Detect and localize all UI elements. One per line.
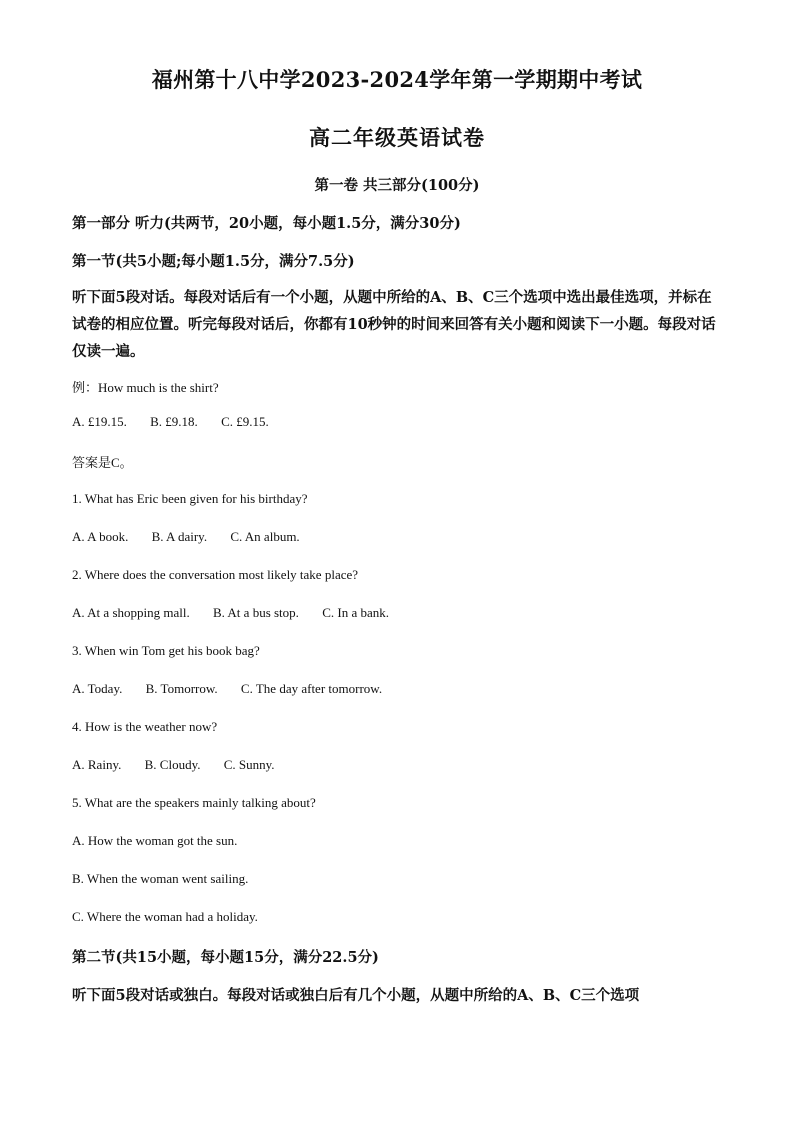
exam-subtitle: 高二年级英语试卷 [309,125,485,150]
q3-option-b: B. Tomorrow. [145,681,218,696]
volume-heading: 第一卷 共三部分(100分) [314,177,480,194]
question-1: 1. What has Eric been given for his birthday? [72,491,308,506]
q1-option-b: B. A dairy. [151,529,208,544]
question-2-options [72,605,722,621]
q3-option-a: A. Today. [72,681,123,696]
section1-heading: 第一节(共5小题;每小题1.5分，满分7.5分) [72,253,355,270]
q2-option-a: A. At a shopping mall. [72,605,190,620]
q3-option-c: C. The day after tomorrow. [240,681,383,696]
section2-heading: 第二节(共15小题，每小题15分，满分22.5分) [72,949,379,966]
q1-option-c: C. An album. [230,529,300,544]
q5-option-c: C. Where the woman had a holiday. [72,909,258,924]
question-2: 2. Where does the conversation most likely take place? [72,567,359,582]
question-4-options [72,757,722,773]
q4-option-b: B. Cloudy. [144,757,201,772]
question-4: 4. How is the weather now? [72,719,218,734]
q4-option-c: C. Sunny. [223,757,275,772]
q5-option-b: B. When the woman went sailing. [72,871,249,886]
q2-option-b: B. At a bus stop. [212,605,299,620]
question-3: 3. When win Tom get his book bag? [72,643,260,658]
q1-option-a: A. A book. [72,529,129,544]
example-option-c: C. £9.15. [221,414,269,429]
q4-option-a: A. Rainy. [72,757,122,772]
q5-option-a: A. How the woman got the sun. [72,833,238,848]
example-answer: 答案是C。 [72,455,133,470]
example-options [72,414,722,430]
example-option-b: B. £9.18. [150,414,198,429]
q2-option-c: C. In a bank. [322,605,389,620]
exam-title: 福州第十八中学2023-2024学年第一学期期中考试 [151,67,643,92]
section1-instructions: 听下面5段对话。每段对话后有一个小题，从题中所给的A、B、C三个选项中选出最佳选项，并标在试卷的相应位置。听完每段对话后，你都有10秒钟的时间来回答有关小题和阅读下一小题。每段对话仅读一遍。 [72,289,716,360]
example-option-a: A. £19.15. [72,414,127,429]
section2-instructions: 听下面5段对话或独白。每段对话或独白后有几个小题，从题中所给的A、B、C三个选项 [72,987,640,1004]
part1-heading: 第一部分 听力(共两节，20小题，每小题1.5分，满分30分) [72,215,461,232]
question-1-options [72,529,722,545]
example-question: 例：How much is the shirt? [72,380,219,395]
question-5: 5. What are the speakers mainly talking about? [72,795,316,810]
question-3-options [72,681,722,697]
